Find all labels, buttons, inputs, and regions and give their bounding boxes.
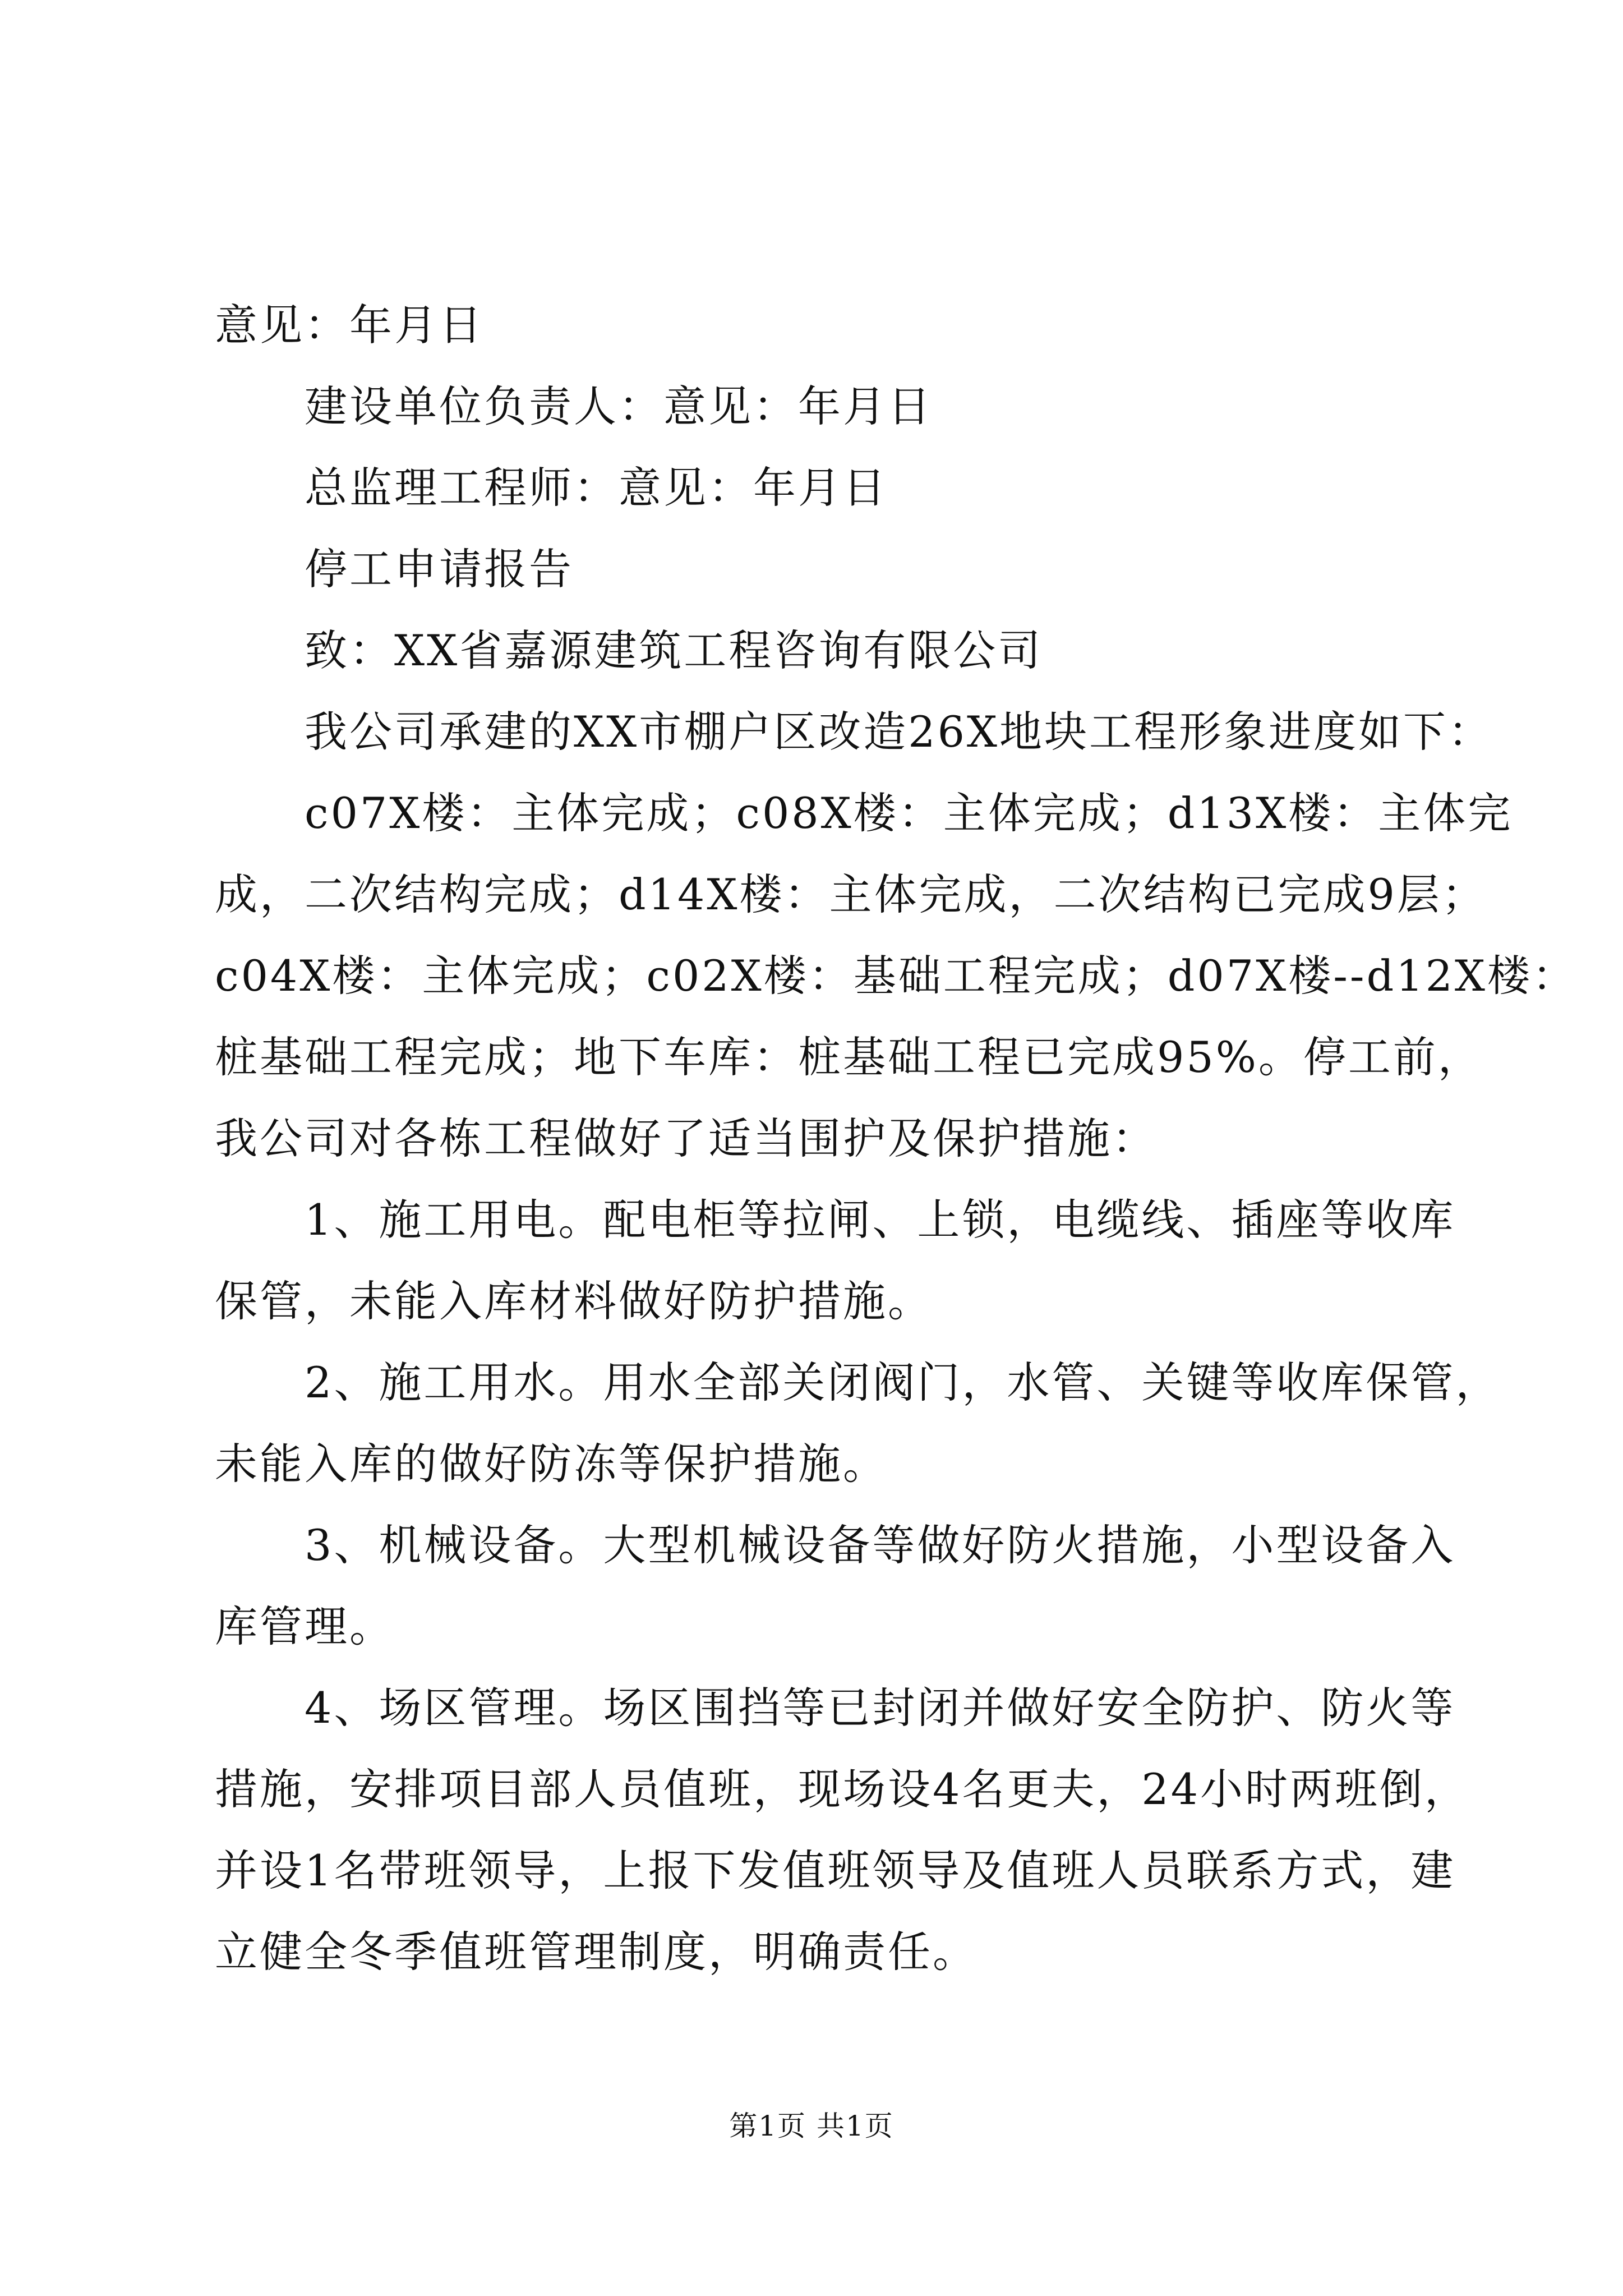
progress-intro: 我公司承建的XX市棚户区改造26X地块工程形象进度如下： <box>305 707 1493 757</box>
measure-water-cont: 未能入库的做好防冻等保护措施。 <box>215 1439 888 1489</box>
measure-site-cont: 措施，安排项目部人员值班，现场设4名更夫，24小时两班倒， <box>215 1764 1470 1814</box>
report-title: 停工申请报告 <box>305 544 574 594</box>
recipient-line: 致：XX省嘉源建筑工程咨询有限公司 <box>305 625 1043 675</box>
measure-electricity: 1、施工用电。配电柜等拉闸、上锁，电缆线、插座等收库 <box>305 1195 1456 1245</box>
opinion-date-line: 意见：年月日 <box>215 300 484 350</box>
progress-paragraph-line: c04X楼：主体完成；c02X楼：基础工程完成；d07X楼--d12X楼： <box>215 951 1578 1001</box>
owner-opinion-line: 建设单位负责人：意见：年月日 <box>305 381 933 431</box>
measure-electricity-cont: 保管，未能入库材料做好防护措施。 <box>215 1276 933 1326</box>
progress-paragraph-line: 成，二次结构完成；d14X楼：主体完成，二次结构已完成9层； <box>215 869 1487 919</box>
progress-paragraph-line: c07X楼：主体完成；c08X楼：主体完成；d13X楼：主体完 <box>305 788 1513 838</box>
measure-site: 4、场区管理。场区围挡等已封闭并做好安全防护、防火等 <box>305 1683 1456 1733</box>
progress-paragraph-line: 我公司对各栋工程做好了适当围护及保护措施： <box>215 1114 1157 1163</box>
chief-supervisor-opinion-line: 总监理工程师：意见：年月日 <box>305 463 888 513</box>
page-number: 第1页 共1页 <box>729 2110 894 2142</box>
measure-site-cont: 立健全冬季值班管理制度，明确责任。 <box>215 1927 978 1977</box>
progress-paragraph-line: 桩基础工程完成；地下车库：桩基础工程已完成95%。停工前， <box>215 1032 1483 1082</box>
measure-site-cont: 并设1名带班领导，上报下发值班领导及值班人员联系方式，建 <box>215 1846 1456 1895</box>
measure-water: 2、施工用水。用水全部关闭阀门，水管、关键等收库保管， <box>305 1358 1501 1407</box>
measure-machinery: 3、机械设备。大型机械设备等做好防火措施，小型设备入 <box>305 1520 1456 1570</box>
measure-machinery-cont: 库管理。 <box>215 1602 394 1651</box>
